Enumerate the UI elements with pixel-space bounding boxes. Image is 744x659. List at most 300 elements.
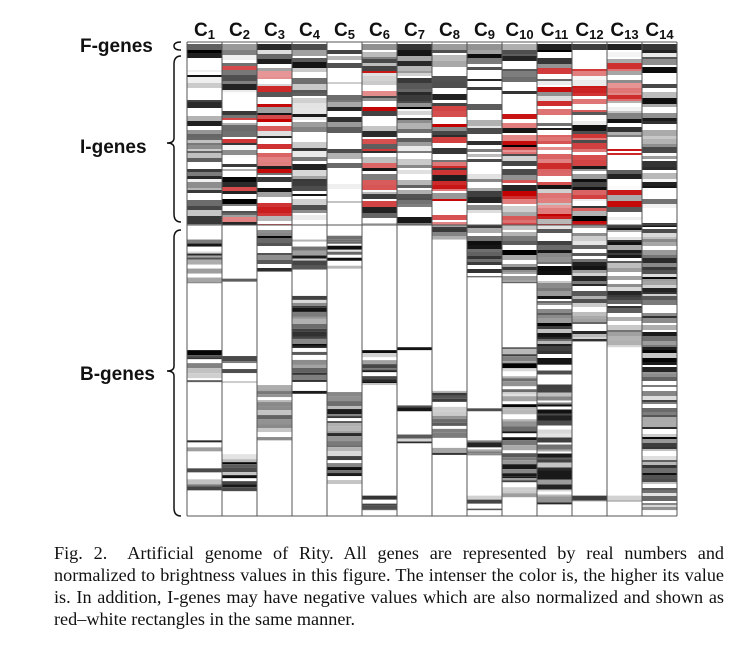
gene-cell bbox=[642, 300, 677, 305]
gene-cell bbox=[257, 391, 292, 394]
gene-cell bbox=[362, 207, 397, 213]
gene-cell bbox=[642, 113, 677, 118]
gene-cell bbox=[327, 416, 362, 418]
gene-cell bbox=[397, 170, 432, 174]
gene-cell bbox=[292, 240, 327, 242]
gene-cell bbox=[537, 344, 572, 346]
gene-cell bbox=[502, 473, 537, 476]
gene-cell bbox=[327, 184, 362, 189]
gene-cell bbox=[642, 367, 677, 372]
gene-cell bbox=[537, 241, 572, 245]
gene-cell bbox=[467, 126, 502, 128]
gene-cell bbox=[502, 457, 537, 460]
gene-cell bbox=[327, 149, 362, 153]
gene-cell bbox=[502, 280, 537, 282]
gene-cell bbox=[537, 463, 572, 468]
gene-cell bbox=[642, 98, 677, 104]
gene-cell bbox=[397, 44, 432, 50]
gene-cell bbox=[572, 69, 607, 71]
gene-cell bbox=[502, 250, 537, 255]
column-label: C1 bbox=[194, 20, 215, 42]
gene-cell bbox=[642, 144, 677, 147]
gene-cell bbox=[187, 368, 222, 373]
gene-cell bbox=[537, 296, 572, 299]
gene-cell bbox=[502, 381, 537, 386]
column-label: C12 bbox=[575, 20, 604, 42]
gene-cell bbox=[432, 419, 467, 423]
gene-cell bbox=[327, 63, 362, 68]
gene-cell bbox=[537, 480, 572, 485]
gene-cell bbox=[642, 270, 677, 274]
f-genes-brace bbox=[174, 42, 181, 50]
gene-cell bbox=[222, 92, 257, 94]
gene-cell bbox=[642, 316, 677, 318]
gene-cell bbox=[257, 157, 292, 162]
gene-cell bbox=[502, 220, 537, 223]
gene-cell bbox=[572, 312, 607, 316]
gene-cell bbox=[292, 339, 327, 344]
gene-cell bbox=[327, 470, 362, 473]
gene-cell bbox=[502, 196, 537, 199]
gene-cell bbox=[257, 268, 292, 272]
gene-cell bbox=[642, 182, 677, 186]
gene-cell bbox=[257, 255, 292, 260]
gene-cell bbox=[362, 131, 397, 137]
gene-cell bbox=[642, 279, 677, 281]
gene-cell bbox=[327, 480, 362, 484]
gene-cell bbox=[432, 148, 467, 154]
gene-cell bbox=[362, 180, 397, 185]
gene-cell bbox=[292, 151, 327, 157]
gene-cell bbox=[537, 250, 572, 253]
gene-cell bbox=[292, 170, 327, 176]
gene-cell bbox=[467, 174, 502, 179]
gene-cell bbox=[257, 59, 292, 64]
gene-cell bbox=[397, 129, 432, 133]
gene-cell bbox=[292, 98, 327, 103]
gene-cell bbox=[467, 120, 502, 126]
gene-cell bbox=[292, 308, 327, 312]
gene-cell bbox=[607, 317, 642, 321]
gene-cell bbox=[502, 349, 537, 354]
gene-cell bbox=[642, 258, 677, 263]
gene-cell bbox=[467, 197, 502, 203]
gene-cell bbox=[467, 236, 502, 241]
gene-cell bbox=[397, 73, 432, 76]
gene-cell bbox=[222, 118, 257, 120]
gene-cell bbox=[572, 140, 607, 143]
gene-cell bbox=[537, 79, 572, 81]
gene-cell bbox=[537, 475, 572, 480]
gene-cell bbox=[187, 70, 222, 72]
gene-cell bbox=[467, 408, 502, 411]
gene-cell bbox=[502, 123, 537, 128]
gene-cell bbox=[292, 164, 327, 170]
gene-cell bbox=[642, 479, 677, 482]
gene-cell bbox=[257, 162, 292, 166]
gene-cell bbox=[642, 415, 677, 417]
gene-cell bbox=[327, 401, 362, 406]
gene-cell bbox=[362, 379, 397, 381]
gene-cell bbox=[327, 456, 362, 460]
gene-cell bbox=[572, 233, 607, 236]
gene-cell bbox=[257, 428, 292, 432]
gene-cell bbox=[642, 402, 677, 404]
gene-cell bbox=[292, 256, 327, 259]
gene-cell bbox=[187, 53, 222, 58]
gene-cell bbox=[572, 339, 607, 341]
gene-cell bbox=[537, 81, 572, 85]
gene-cell bbox=[222, 356, 257, 361]
gene-cell bbox=[607, 153, 642, 155]
gene-cell bbox=[222, 462, 257, 464]
gene-cell bbox=[502, 191, 537, 196]
gene-cell bbox=[327, 414, 362, 416]
gene-cell bbox=[607, 245, 642, 250]
gene-cell bbox=[467, 259, 502, 262]
gene-cell bbox=[642, 374, 677, 377]
gene-cell bbox=[187, 283, 222, 284]
gene-cell bbox=[502, 437, 537, 440]
gene-cell bbox=[327, 266, 362, 269]
gene-cell bbox=[257, 50, 292, 54]
gene-cell bbox=[642, 136, 677, 139]
gene-cell bbox=[502, 426, 537, 431]
gene-cell bbox=[572, 86, 607, 88]
gene-cell bbox=[537, 301, 572, 303]
gene-cell bbox=[362, 151, 397, 153]
gene-cell bbox=[222, 55, 257, 60]
gene-cell bbox=[257, 77, 292, 79]
gene-cell bbox=[432, 193, 467, 199]
gene-cell bbox=[292, 319, 327, 324]
gene-cell bbox=[537, 123, 572, 126]
gene-cell bbox=[537, 208, 572, 214]
gene-cell bbox=[187, 440, 222, 442]
gene-cell bbox=[327, 451, 362, 456]
gene-cell bbox=[642, 156, 677, 159]
gene-cell bbox=[432, 106, 467, 111]
gene-cell bbox=[222, 115, 257, 118]
gene-cell bbox=[362, 360, 397, 364]
gene-cell bbox=[642, 121, 677, 124]
gene-cell bbox=[537, 214, 572, 216]
gene-cell bbox=[467, 188, 502, 191]
gene-cell bbox=[502, 368, 537, 371]
gene-cell bbox=[432, 181, 467, 185]
gene-cell bbox=[187, 182, 222, 188]
gene-cell bbox=[327, 153, 362, 159]
gene-cell bbox=[572, 149, 607, 152]
gene-cell bbox=[607, 127, 642, 132]
gene-cell bbox=[502, 419, 537, 421]
column-label: C13 bbox=[610, 20, 639, 42]
gene-cell bbox=[292, 303, 327, 306]
gene-cell bbox=[292, 114, 327, 117]
gene-cell bbox=[432, 236, 467, 240]
gene-cell bbox=[537, 198, 572, 203]
gene-cell bbox=[397, 180, 432, 185]
gene-cell bbox=[222, 125, 257, 131]
gene-cell bbox=[397, 165, 432, 168]
gene-cell bbox=[607, 306, 642, 308]
gene-cell bbox=[292, 300, 327, 303]
gene-cell bbox=[642, 449, 677, 451]
gene-cell bbox=[397, 204, 432, 207]
gene-cell bbox=[537, 341, 572, 344]
gene-cell bbox=[502, 180, 537, 183]
gene-cell bbox=[222, 111, 257, 115]
gene-cell bbox=[537, 471, 572, 475]
gene-cell bbox=[257, 385, 292, 389]
gene-cell bbox=[327, 258, 362, 261]
gene-cell bbox=[467, 245, 502, 249]
gene-cell bbox=[642, 507, 677, 510]
gene-cell bbox=[502, 476, 537, 478]
gene-cell bbox=[502, 128, 537, 133]
gene-cell bbox=[572, 195, 607, 199]
gene-cell bbox=[502, 145, 537, 147]
gene-cell bbox=[467, 179, 502, 182]
gene-cell bbox=[292, 205, 327, 210]
gene-cell bbox=[537, 450, 572, 452]
gene-cell bbox=[222, 191, 257, 194]
gene-cell bbox=[432, 137, 467, 143]
gene-cell bbox=[257, 115, 292, 119]
gene-cell bbox=[222, 143, 257, 145]
gene-cell bbox=[187, 145, 222, 149]
gene-cell bbox=[572, 80, 607, 86]
gene-cell bbox=[572, 273, 607, 276]
gene-cell bbox=[432, 423, 467, 426]
gene-cell bbox=[642, 488, 677, 490]
gene-cell bbox=[502, 77, 537, 82]
gene-cell bbox=[572, 166, 607, 169]
gene-cell bbox=[502, 445, 537, 450]
gene-cell bbox=[502, 487, 537, 490]
gene-cell bbox=[607, 135, 642, 137]
gene-cell bbox=[362, 91, 397, 96]
gene-cell bbox=[537, 333, 572, 337]
gene-cell bbox=[502, 71, 537, 77]
gene-cell bbox=[607, 240, 642, 242]
gene-cell bbox=[257, 243, 292, 246]
gene-cell bbox=[292, 380, 327, 382]
gene-cell bbox=[397, 109, 432, 111]
gene-cell bbox=[292, 93, 327, 96]
gene-cell bbox=[537, 189, 572, 193]
gene-cell bbox=[607, 501, 642, 502]
gene-cell bbox=[642, 274, 677, 277]
gene-cell bbox=[187, 220, 222, 224]
gene-cell bbox=[257, 107, 292, 113]
gene-cell bbox=[572, 138, 607, 140]
gene-cell bbox=[292, 176, 327, 179]
gene-cell bbox=[222, 131, 257, 137]
gene-cell bbox=[502, 347, 537, 349]
gene-cell bbox=[327, 467, 362, 470]
gene-cell bbox=[397, 217, 432, 223]
gene-cell bbox=[502, 154, 537, 156]
gene-cell bbox=[502, 431, 537, 433]
gene-cell bbox=[502, 225, 537, 230]
gene-cell bbox=[187, 373, 222, 378]
gene-cell bbox=[397, 185, 432, 188]
gene-cell bbox=[642, 468, 677, 473]
gene-cell bbox=[607, 99, 642, 101]
gene-cell bbox=[257, 213, 292, 216]
gene-cell bbox=[292, 344, 327, 346]
gene-cell bbox=[257, 406, 292, 410]
gene-cell bbox=[642, 92, 677, 98]
gene-cell bbox=[642, 460, 677, 462]
gene-cell bbox=[502, 396, 537, 401]
gene-cell bbox=[257, 119, 292, 122]
gene-cell bbox=[292, 312, 327, 317]
gene-cell bbox=[607, 63, 642, 69]
gene-cell bbox=[607, 52, 642, 57]
gene-cell bbox=[432, 160, 467, 162]
gene-cell bbox=[607, 195, 642, 201]
gene-cell bbox=[292, 103, 327, 108]
gene-cell bbox=[432, 166, 467, 168]
gene-cell bbox=[642, 408, 677, 412]
gene-cell bbox=[572, 99, 607, 104]
column-label: C4 bbox=[299, 20, 320, 42]
gene-cell bbox=[292, 215, 327, 220]
gene-cell bbox=[187, 240, 222, 244]
gene-cell bbox=[222, 63, 257, 66]
gene-cell bbox=[467, 128, 502, 134]
gene-cell bbox=[642, 412, 677, 415]
gene-cell bbox=[537, 485, 572, 490]
gene-cell bbox=[327, 447, 362, 451]
gene-cell bbox=[222, 279, 257, 282]
gene-cell bbox=[187, 468, 222, 472]
gene-cell bbox=[257, 166, 292, 169]
gene-cell bbox=[327, 127, 362, 133]
gene-cell bbox=[537, 303, 572, 305]
gene-cell bbox=[467, 54, 502, 58]
gene-cell bbox=[502, 236, 537, 241]
gene-cell bbox=[537, 458, 572, 460]
gene-cell bbox=[257, 402, 292, 406]
gene-cell bbox=[537, 371, 572, 375]
gene-cell bbox=[467, 44, 502, 50]
gene-cell bbox=[362, 126, 397, 131]
column-label: C11 bbox=[540, 20, 569, 42]
gene-cell bbox=[642, 490, 677, 493]
gene-cell bbox=[502, 56, 537, 61]
gene-cell bbox=[432, 61, 467, 67]
gene-cell bbox=[397, 89, 432, 92]
gene-cell bbox=[327, 406, 362, 409]
gene-cell bbox=[327, 445, 362, 447]
gene-cell bbox=[187, 357, 222, 359]
gene-cell bbox=[572, 296, 607, 299]
gene-cell bbox=[642, 263, 677, 267]
gene-cell bbox=[572, 245, 607, 249]
gene-cell bbox=[257, 92, 292, 97]
gene-cell bbox=[327, 50, 362, 54]
gene-cell bbox=[397, 83, 432, 89]
gene-cell bbox=[572, 262, 607, 266]
gene-cell bbox=[607, 174, 642, 179]
gene-cell bbox=[362, 139, 397, 144]
gene-cell bbox=[327, 163, 362, 168]
gene-cell bbox=[607, 228, 642, 230]
gene-cell bbox=[222, 467, 257, 472]
gene-cell bbox=[432, 168, 467, 170]
gene-cell bbox=[257, 238, 292, 243]
gene-cell bbox=[397, 120, 432, 123]
gene-cell bbox=[292, 44, 327, 50]
gene-cell bbox=[642, 456, 677, 460]
gene-cell bbox=[292, 352, 327, 355]
gene-cell bbox=[537, 351, 572, 354]
gene-cell bbox=[222, 211, 257, 213]
gene-cell bbox=[642, 482, 677, 484]
gene-cell bbox=[537, 323, 572, 326]
gene-cell bbox=[502, 394, 537, 396]
gene-cell bbox=[607, 101, 642, 103]
gene-cell bbox=[467, 50, 502, 54]
gene-cell bbox=[292, 210, 327, 213]
gene-cell bbox=[257, 253, 292, 255]
gene-cell bbox=[257, 389, 292, 391]
gene-cell bbox=[642, 288, 677, 292]
gene-cell bbox=[397, 107, 432, 109]
gene-cell bbox=[467, 509, 502, 511]
gene-cell bbox=[432, 227, 467, 229]
gene-cell bbox=[642, 427, 677, 429]
gene-cell bbox=[607, 308, 642, 313]
column-label: C9 bbox=[474, 20, 495, 42]
gene-cell bbox=[467, 256, 502, 259]
gene-cell bbox=[502, 147, 537, 150]
gene-cell bbox=[187, 137, 222, 140]
gene-cell bbox=[642, 396, 677, 400]
gene-cell bbox=[502, 44, 537, 50]
gene-cell bbox=[607, 287, 642, 291]
gene-cell bbox=[607, 291, 642, 295]
gene-cell bbox=[432, 50, 467, 53]
gene-cell bbox=[362, 504, 397, 506]
gene-cell bbox=[502, 91, 537, 94]
gene-cell bbox=[397, 71, 432, 73]
gene-cell bbox=[257, 216, 292, 221]
gene-cell bbox=[292, 58, 327, 62]
gene-cell bbox=[607, 341, 642, 345]
gene-cell bbox=[537, 262, 572, 264]
gene-cell bbox=[502, 453, 537, 457]
gene-cell bbox=[607, 268, 642, 272]
column-label: C5 bbox=[334, 20, 355, 42]
gene-cell bbox=[432, 393, 467, 396]
gene-cell bbox=[572, 174, 607, 179]
gene-cell bbox=[362, 381, 397, 383]
gene-cell bbox=[222, 217, 257, 222]
gene-cell bbox=[537, 430, 572, 434]
gene-cell bbox=[537, 318, 572, 323]
gene-cell bbox=[572, 337, 607, 339]
gene-cell bbox=[502, 404, 537, 407]
gene-cell bbox=[502, 378, 537, 381]
gene-cell bbox=[432, 433, 467, 438]
gene-cell bbox=[642, 292, 677, 294]
gene-cell bbox=[537, 266, 572, 271]
gene-cell bbox=[502, 460, 537, 464]
